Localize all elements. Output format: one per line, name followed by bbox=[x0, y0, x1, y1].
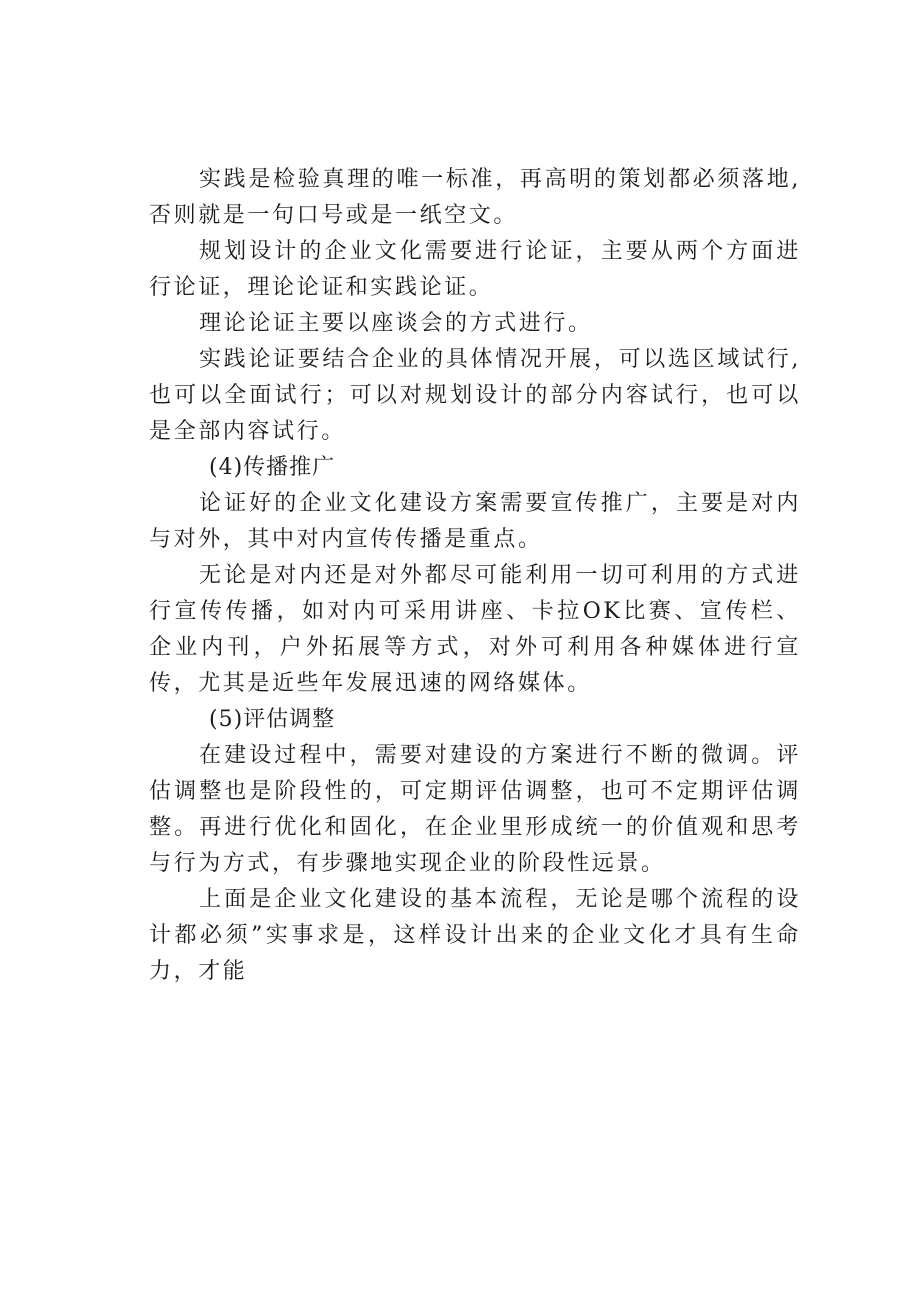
paragraph-practice-standard: 实践是检验真理的唯一标准，再高明的策划都必须落地,否则就是一句口号或是一纸空文。 bbox=[149, 167, 801, 228]
section-heading-evaluation: (5)评估调整 bbox=[209, 707, 336, 732]
paragraph-process-summary: 上面是企业文化建设的基本流程，无论是哪个流程的设计都必须”实事求是，这样设计出来的企业文化才具有生命力，才能 bbox=[149, 887, 801, 984]
paragraph-argumentation: 规划设计的企业文化需要进行论证，主要从两个方面进行论证，理论论证和实践论证。 bbox=[149, 239, 801, 300]
paragraph-theory-argumentation: 理论论证主要以座谈会的方式进行。 bbox=[199, 311, 593, 336]
section-heading-promotion: (4)传播推广 bbox=[209, 455, 336, 480]
document-body bbox=[149, 162, 801, 990]
paragraph-evaluation-adjustment: 在建设过程中，需要对建设的方案进行不断的微调。评估调整也是阶段性的，可定期评估调整，也可不定期评估调整。再进行优化和固化，在企业里形成统一的价值观和思考与行为方式，有步骤地实现企业的阶段性远景。 bbox=[149, 743, 801, 876]
paragraph-promotion-methods: 无论是对内还是对外都尽可能利用一切可利用的方式进行宣传传播，如对内可采用讲座、卡拉OK比赛、宣传栏、企业内刊，户外拓展等方式，对外可利用各种媒体进行宣传，尤其是近些年发展迅速的网络媒体。 bbox=[149, 563, 801, 696]
paragraph-promotion-plan: 论证好的企业文化建设方案需要宣传推广，主要是对内与对外，其中对内宣传传播是重点。 bbox=[149, 491, 801, 552]
paragraph-practice-argumentation: 实践论证要结合企业的具体情况开展，可以选区域试行,也可以全面试行；可以对规划设计的部分内容试行，也可以是全部内容试行。 bbox=[149, 347, 801, 444]
